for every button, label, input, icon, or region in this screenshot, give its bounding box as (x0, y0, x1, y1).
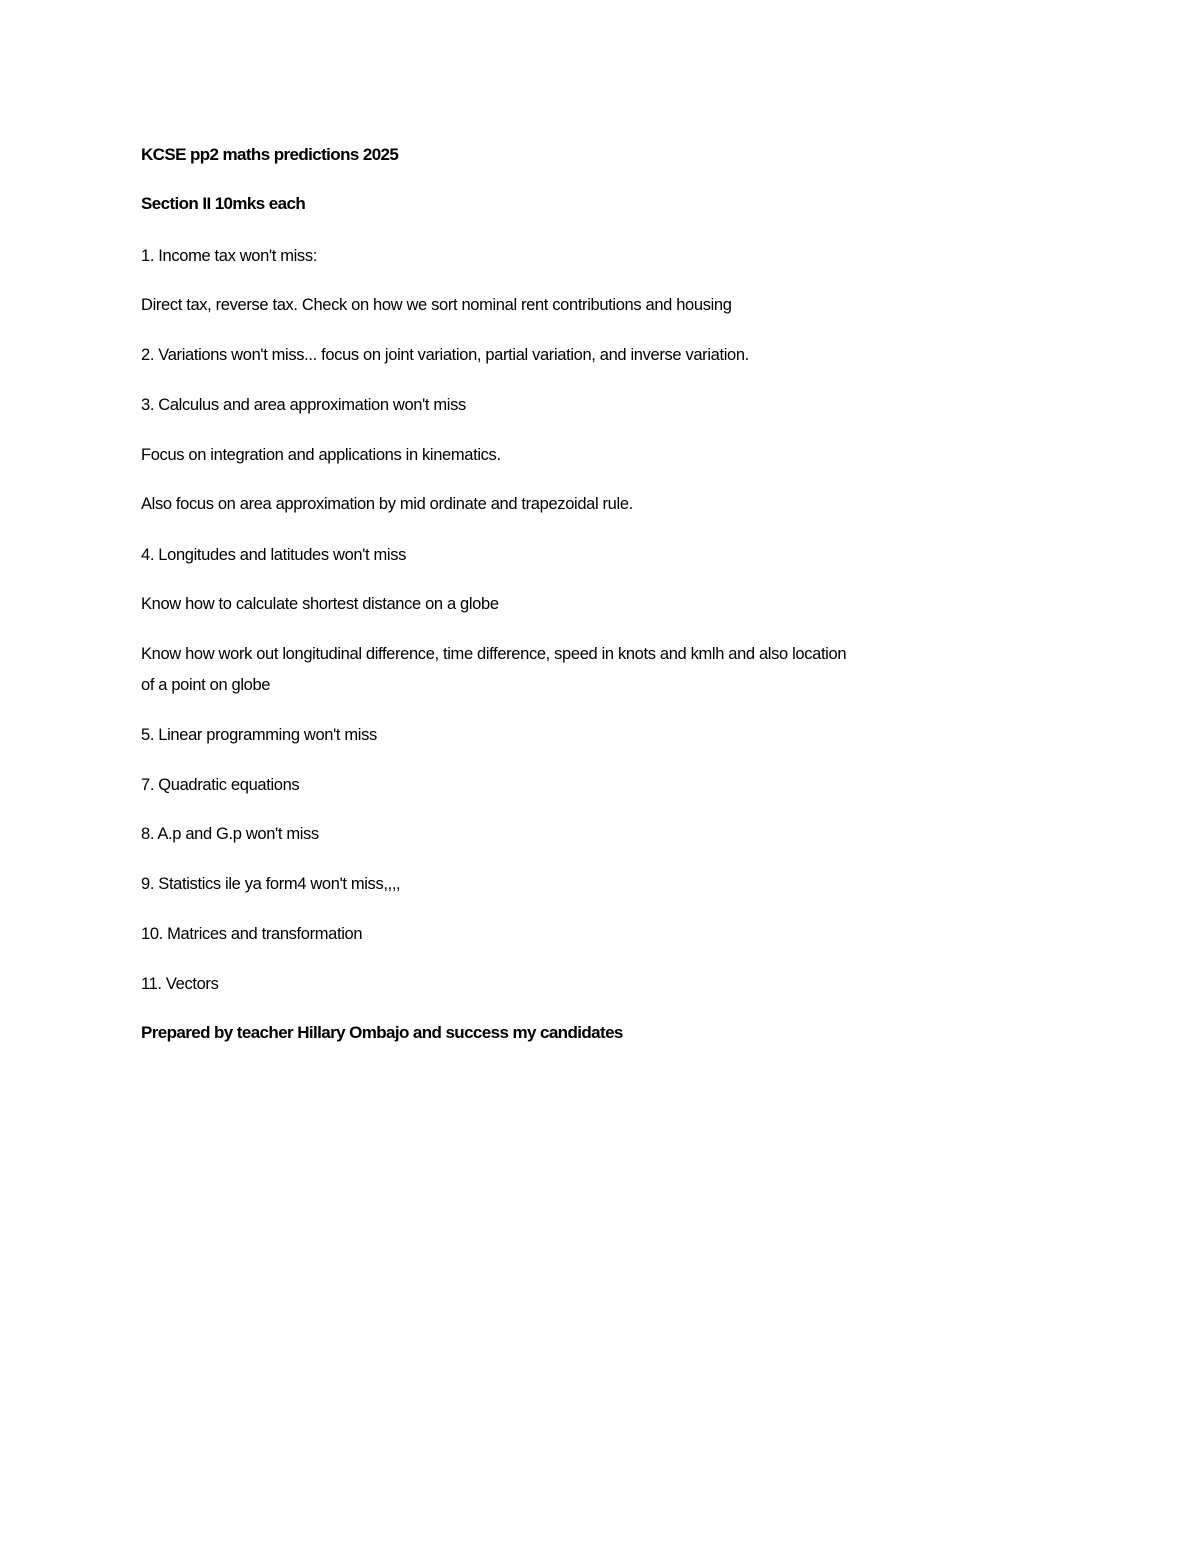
paragraph-continuation: of a point on globe (141, 676, 271, 694)
list-item: 7. Quadratic equations (141, 776, 300, 794)
author-footer: Prepared by teacher Hillary Ombajo and success my candidates (141, 1023, 623, 1042)
list-item: 11. Vectors (141, 975, 219, 993)
list-item: 10. Matrices and transformation (141, 925, 363, 943)
paragraph: Know how to calculate shortest distance on a globe (141, 595, 499, 613)
list-item: 1. Income tax won't miss: (141, 247, 317, 265)
list-item: 5. Linear programming won't miss (141, 726, 377, 744)
list-item: 2. Variations won't miss... focus on joint variation, partial variation, and inverse variation. (141, 346, 749, 364)
section-heading: Section II 10mks each (141, 194, 306, 213)
paragraph: Focus on integration and applications in kinematics. (141, 446, 501, 464)
list-item: 4. Longitudes and latitudes won't miss (141, 546, 407, 564)
list-item: 8. A.p and G.p won't miss (141, 825, 319, 843)
list-item: 9. Statistics ile ya form4 won't miss,,,, (141, 875, 401, 893)
list-item: 3. Calculus and area approximation won't miss (141, 396, 466, 414)
document-title: KCSE pp2 maths predictions 2025 (141, 145, 399, 164)
paragraph: Also focus on area approximation by mid ordinate and trapezoidal rule. (141, 495, 633, 513)
paragraph: Know how work out longitudinal difference, time difference, speed in knots and kmlh and also location (141, 645, 847, 663)
paragraph: Direct tax, reverse tax. Check on how we sort nominal rent contributions and housing (141, 296, 732, 314)
